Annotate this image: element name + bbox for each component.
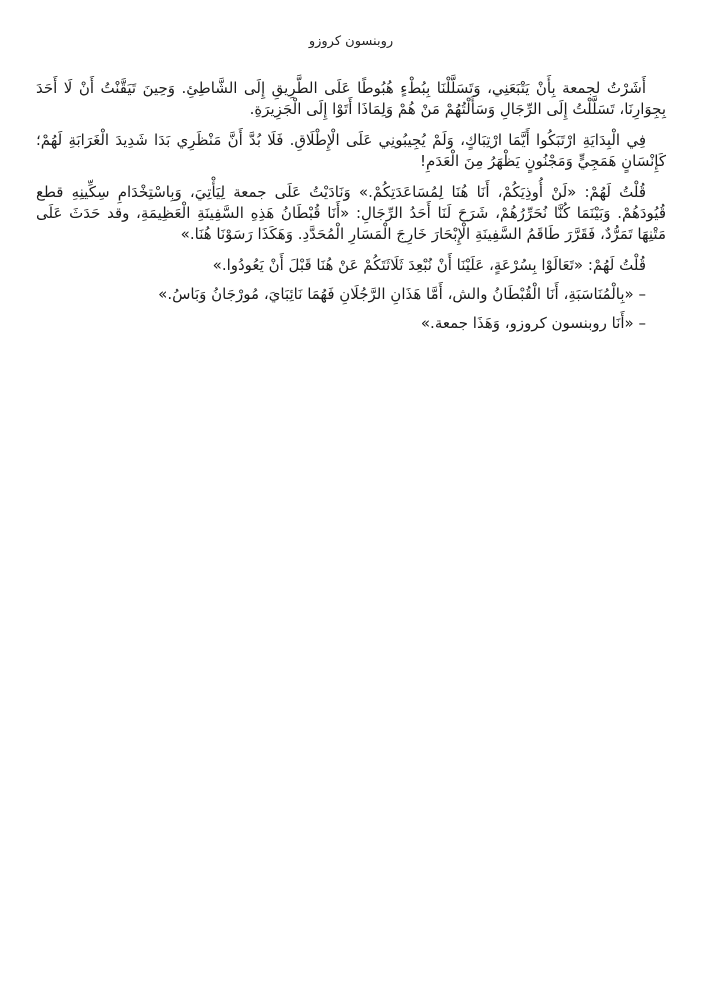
running-header: روبنسون كروزو <box>308 34 394 49</box>
paragraph-hurry: قُلْتُ لَهُمْ: «تَعَالَوْا بِسُرْعَةٍ، عَلَيْنَا أَنْ نُبْعِدَ ثَلَاثَتَكُمْ عَنْ هُنَا قَبْلَ أَنْ يَعُودُوا.» <box>212 256 646 274</box>
dialogue-captain: – «بِالْمُنَاسَبَةِ، أَنَا الْقُبْطَانُ والش، أَمَّا هَذَانِ الرَّجُلَانِ فَهُمَا نَائِبَايَ، مُورْجَانُ وَبَاسُ.» <box>158 285 646 303</box>
paragraph-rescue: قُلْتُ لَهُمْ: «لَنْ أُوذِيَكُمْ، أَنَا هُنَا لِمُسَاعَدَتِكُمْ.» وَنَادَيْتُ عَلَى جمعة لِيَأْتِيَ، وَبِاسْتِخْدَامِ سِكِّينِهِ قطع قُيُودَهُمْ. وَبَيْنَمَا كُنَّا نُحَرِّرُهُمْ، شَرَحَ لَنَا أَحَدُ الرِّجَالِ: «أَنَا قُبْطَانُ هَذِهِ السَّفِينَةِ الْعَظِيمَةِ، وقد حَدَثَ عَلَى مَتْنِهَا تَمَرُّدٌ، فَقَرَّرَ طَاقَمُ السَّفِينَةِ الْإِبْحَارَ خَارِجَ الْمَسَارِ الْمُحَدَّدِ. وَهَكَذَا رَسَوْنَا هُنَا.» <box>36 183 666 243</box>
dialogue-robinson: – «أَنَا روبنسون كروزو، وَهَذَا جمعة.» <box>420 314 646 332</box>
paragraph-confusion: فِي الْبِدَايَةِ ارْتَبَكُوا أَيَّمَا ارْتِبَاكٍ، وَلَمْ يُجِيبُونِي عَلَى الْإِطْلَاقِ. فَلَا بُدَّ أَنَّ مَنْظَرِي بَدَا شَدِيدَ الْغَرَابَةِ لَهُمْ؛ كَإِنْسَانٍ هَمَجِيٍّ وَمَجْنُونٍ يَظْهَرُ مِنَ الْعَدَمِ! <box>36 131 666 170</box>
story-text <box>36 78 666 342</box>
paragraph-approach: أَشَرْتُ لجمعة بِأَنْ يَتْبَعَنِي، وَتَسَلَّلْنَا بِبُطْءٍ هُبُوطًا عَلَى الطَّرِيقِ إِلَى الشَّاطِئِ. وَحِينَ تَيَقَّنْتُ أَنْ لَا أَحَدَ بِجِوَارِنَا، تَسَلَّلْتُ إِلَى الرِّجَالِ وَسَأَلْتُهُمْ مَنْ هُمْ وَلِمَاذَا أَتَوْا إِلَى الْجَزِيرَةِ. <box>36 79 666 118</box>
